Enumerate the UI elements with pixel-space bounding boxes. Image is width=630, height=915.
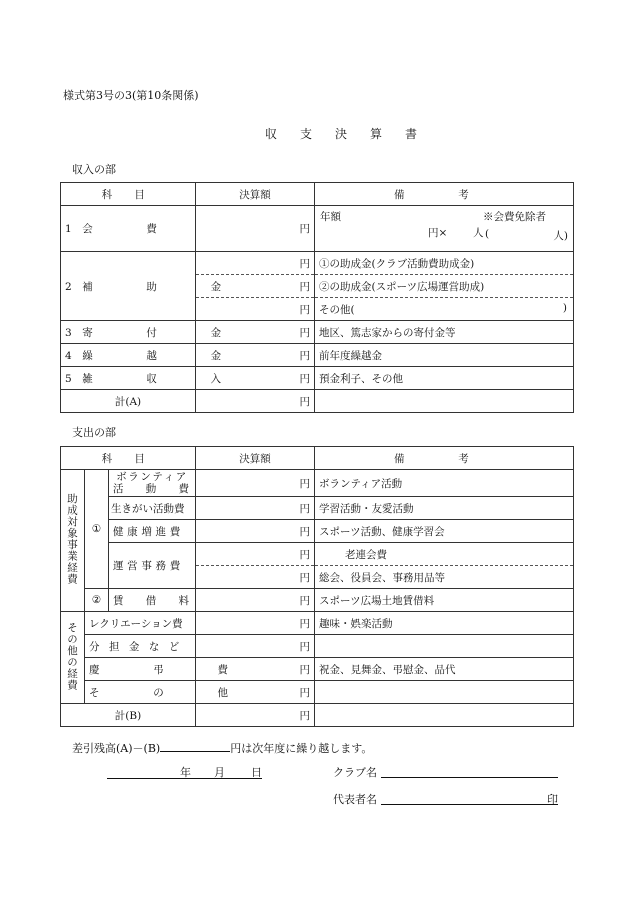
expense-header-subject: 科 目: [61, 447, 196, 470]
expense-health-amount[interactable]: 円: [196, 520, 315, 543]
income-total-label: 計(A): [61, 390, 196, 413]
date-line[interactable]: [107, 764, 262, 779]
balance-suffix: 円は次年度に繰り越します。: [230, 742, 373, 755]
expense-total-amount[interactable]: 円: [196, 704, 315, 727]
income-row-membership-remark: 年額 円× 人 ※会費免除者 ( 人): [315, 206, 574, 252]
expense-health-label: 健康増進費: [109, 520, 196, 543]
balance-prefix: 差引残高(A)－(B): [72, 742, 161, 755]
expense-other-remark: [315, 681, 574, 704]
income-row-misc-label: 5 雑 収 入: [61, 367, 196, 390]
expense-recreation-amount[interactable]: 円: [196, 612, 315, 635]
expense-ikigai-label: 生きがい活動費: [109, 497, 196, 520]
balance-amount-field[interactable]: [160, 739, 230, 752]
expense-other-label: そ の 他: [85, 681, 196, 704]
expense-section-label: 支出の部: [72, 426, 116, 439]
expense-total-label: 計(B): [61, 704, 196, 727]
income-table: [60, 182, 574, 413]
expense-operation1-amount[interactable]: 円: [196, 543, 315, 566]
income-row-carryover-amount[interactable]: 円: [196, 344, 315, 367]
income-row-carryover-label: 4 繰 越 金: [61, 344, 196, 367]
expense-total-remark: [315, 704, 574, 727]
expense-group1-sub2: ②: [85, 589, 109, 612]
income-row-carryover-remark: 前年度繰越金: [315, 344, 574, 367]
expense-share-remark: [315, 635, 574, 658]
expense-group2-label: その他の経費: [61, 612, 85, 704]
expense-ceremony-label: 慶 弔 費: [85, 658, 196, 681]
expense-rent-amount[interactable]: 円: [196, 589, 315, 612]
income-row-subsidy2-amount[interactable]: 円: [196, 275, 315, 298]
expense-volunteer-label: ボランティア 活 動 費: [109, 470, 196, 497]
expense-ikigai-amount[interactable]: 円: [196, 497, 315, 520]
expense-group1-label: 助成対象事業経費: [61, 470, 85, 612]
representative-field[interactable]: [381, 791, 558, 805]
expense-operation2-amount[interactable]: 円: [196, 566, 315, 589]
club-name-field[interactable]: [381, 764, 558, 778]
income-row-donation-amount[interactable]: 円: [196, 321, 315, 344]
seal-mark: 印: [547, 793, 558, 806]
date-day: 日: [251, 766, 262, 779]
expense-rent-remark: スポーツ広場土地賃借料: [315, 589, 574, 612]
income-section-label: 収入の部: [72, 163, 116, 176]
expense-other-amount[interactable]: 円: [196, 681, 315, 704]
expense-volunteer-remark: ボランティア活動: [315, 470, 574, 497]
expense-ikigai-remark: 学習活動・友愛活動: [315, 497, 574, 520]
expense-group1-sub1: ①: [85, 470, 109, 589]
expense-header-amount: 決算額: [196, 447, 315, 470]
expense-operation1-remark: 老連会費: [315, 543, 574, 566]
income-header-subject: 科 目: [61, 183, 196, 206]
expense-operation2-remark: 総会、役員会、事務用品等: [315, 566, 574, 589]
expense-recreation-label: レクリエーション費: [85, 612, 196, 635]
date-year: 年: [180, 766, 191, 779]
date-month: 月: [214, 766, 225, 779]
expense-share-label: 分担金など: [85, 635, 196, 658]
representative-label: 代表者名: [333, 793, 377, 806]
expense-table: [60, 446, 574, 727]
income-row-misc-amount[interactable]: 円: [196, 367, 315, 390]
balance-line: [72, 739, 372, 756]
income-row-subsidy3-amount[interactable]: 円: [196, 298, 315, 321]
income-row-membership-amount[interactable]: 円: [196, 206, 315, 252]
income-total-amount[interactable]: 円: [196, 390, 315, 413]
income-row-subsidy-label: 2 補 助 金: [61, 252, 196, 321]
expense-rent-label: 賃 借 料: [109, 589, 196, 612]
income-total-remark: [315, 390, 574, 413]
expense-header-remarks: 備 考: [315, 447, 574, 470]
club-name-label: クラブ名: [333, 766, 377, 779]
income-row-donation-label: 3 寄 付 金: [61, 321, 196, 344]
expense-volunteer-amount[interactable]: 円: [196, 470, 315, 497]
income-header-remarks: 備 考: [315, 183, 574, 206]
income-row-misc-remark: 預金利子、その他: [315, 367, 574, 390]
income-row-membership-label: 1 会 費: [61, 206, 196, 252]
form-number: 様式第3号の3(第10条関係): [63, 89, 199, 102]
income-row-donation-remark: 地区、篤志家からの寄付金等: [315, 321, 574, 344]
income-row-subsidy1-remark: ①の助成金(クラブ活動費助成金): [315, 252, 574, 275]
expense-health-remark: スポーツ活動、健康学習会: [315, 520, 574, 543]
income-row-subsidy1-amount[interactable]: 円: [196, 252, 315, 275]
income-header-amount: 決算額: [196, 183, 315, 206]
expense-share-amount[interactable]: 円: [196, 635, 315, 658]
expense-operation-label: 運営事務費: [109, 543, 196, 589]
page-title: 収 支 決 算 書: [265, 127, 427, 141]
income-row-subsidy3-remark: その他( ): [315, 298, 574, 321]
income-row-subsidy2-remark: ②の助成金(スポーツ広場運営助成): [315, 275, 574, 298]
expense-ceremony-amount[interactable]: 円: [196, 658, 315, 681]
expense-recreation-remark: 趣味・娯楽活動: [315, 612, 574, 635]
expense-ceremony-remark: 祝金、見舞金、弔慰金、品代: [315, 658, 574, 681]
